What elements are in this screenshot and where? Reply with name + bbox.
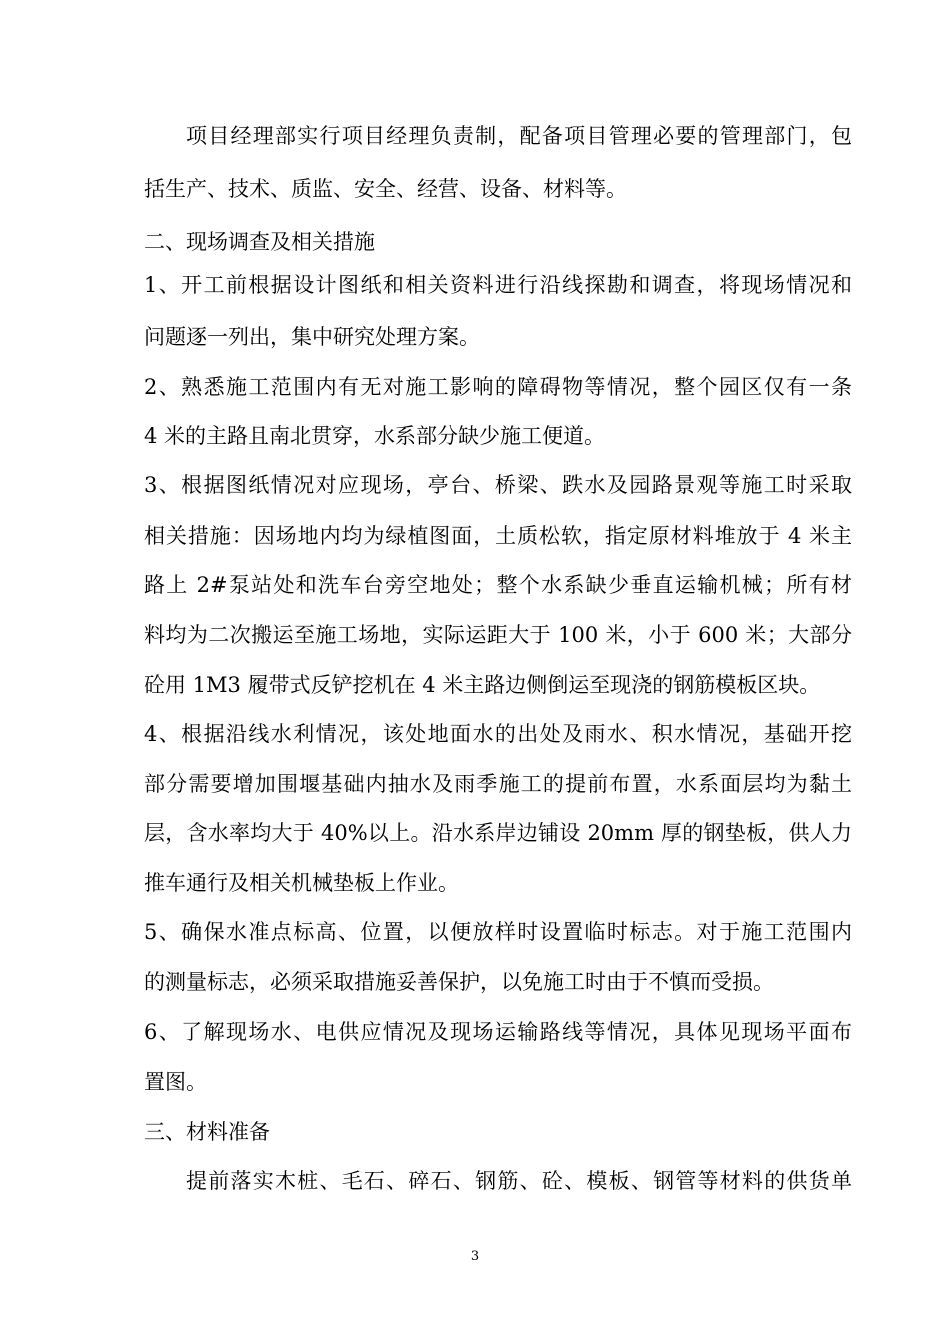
paragraph-line: 4 米的主路且南北贯穿，水系部分缺少施工便道。 [144, 424, 606, 448]
paragraph-line: 1、开工前根据设计图纸和相关资料进行沿线探勘和调查，将现场情况和 [144, 273, 852, 297]
section-heading: 三、材料准备 [144, 1120, 270, 1144]
paragraph-line: 置图。 [144, 1070, 207, 1094]
paragraph-line: 相关措施：因场地内均为绿植图面，土质松软，指定原材料堆放于 4 米主 [144, 524, 852, 548]
paragraph-line: 2、熟悉施工范围内有无对施工影响的障碍物等情况，整个园区仅有一条 [144, 375, 852, 399]
paragraph-line: 括生产、技术、质监、安全、经营、设备、材料等。 [144, 177, 627, 201]
paragraph-line: 6、了解现场水、电供应情况及现场运输路线等情况，具体见现场平面布 [144, 1020, 852, 1044]
paragraph-line: 项目经理部实行项目经理负责制，配备项目管理必要的管理部门，包 [186, 124, 852, 148]
paragraph-line: 问题逐一列出，集中研究处理方案。 [144, 325, 480, 349]
paragraph-line: 部分需要增加围堰基础内抽水及雨季施工的提前布置，水系面层均为黏土 [144, 772, 852, 796]
paragraph-line: 砼用 1M3 履带式反铲挖机在 4 米主路边侧倒运至现浇的钢筋模板区块。 [144, 673, 821, 697]
section-heading: 二、现场调查及相关措施 [144, 230, 375, 254]
page-number: 3 [470, 1249, 480, 1264]
paragraph-line: 4、根据沿线水利情况，该处地面水的出处及雨水、积水情况，基础开挖 [144, 722, 852, 746]
paragraph-line: 层，含水率均大于 40%以上。沿水系岸边铺设 20mm 厚的钢垫板，供人力 [144, 821, 852, 845]
paragraph-line: 料均为二次搬运至施工场地，实际运距大于 100 米，小于 600 米；大部分 [144, 623, 852, 647]
paragraph-line: 3、根据图纸情况对应现场，亭台、桥梁、跌水及园路景观等施工时采取 [144, 473, 852, 497]
paragraph-line: 推车通行及相关机械垫板上作业。 [144, 871, 459, 895]
paragraph-line: 路上 2#泵站处和洗车台旁空地处；整个水系缺少垂直运输机械；所有材 [144, 573, 852, 597]
paragraph-line: 5、确保水准点标高、位置，以便放样时设置临时标志。对于施工范围内 [144, 920, 852, 944]
paragraph-line: 的测量标志，必须采取措施妥善保护，以免施工时由于不慎而受损。 [144, 970, 774, 994]
paragraph-line: 提前落实木桩、毛石、碎石、钢筋、砼、模板、钢管等材料的供货单 [186, 1169, 852, 1193]
